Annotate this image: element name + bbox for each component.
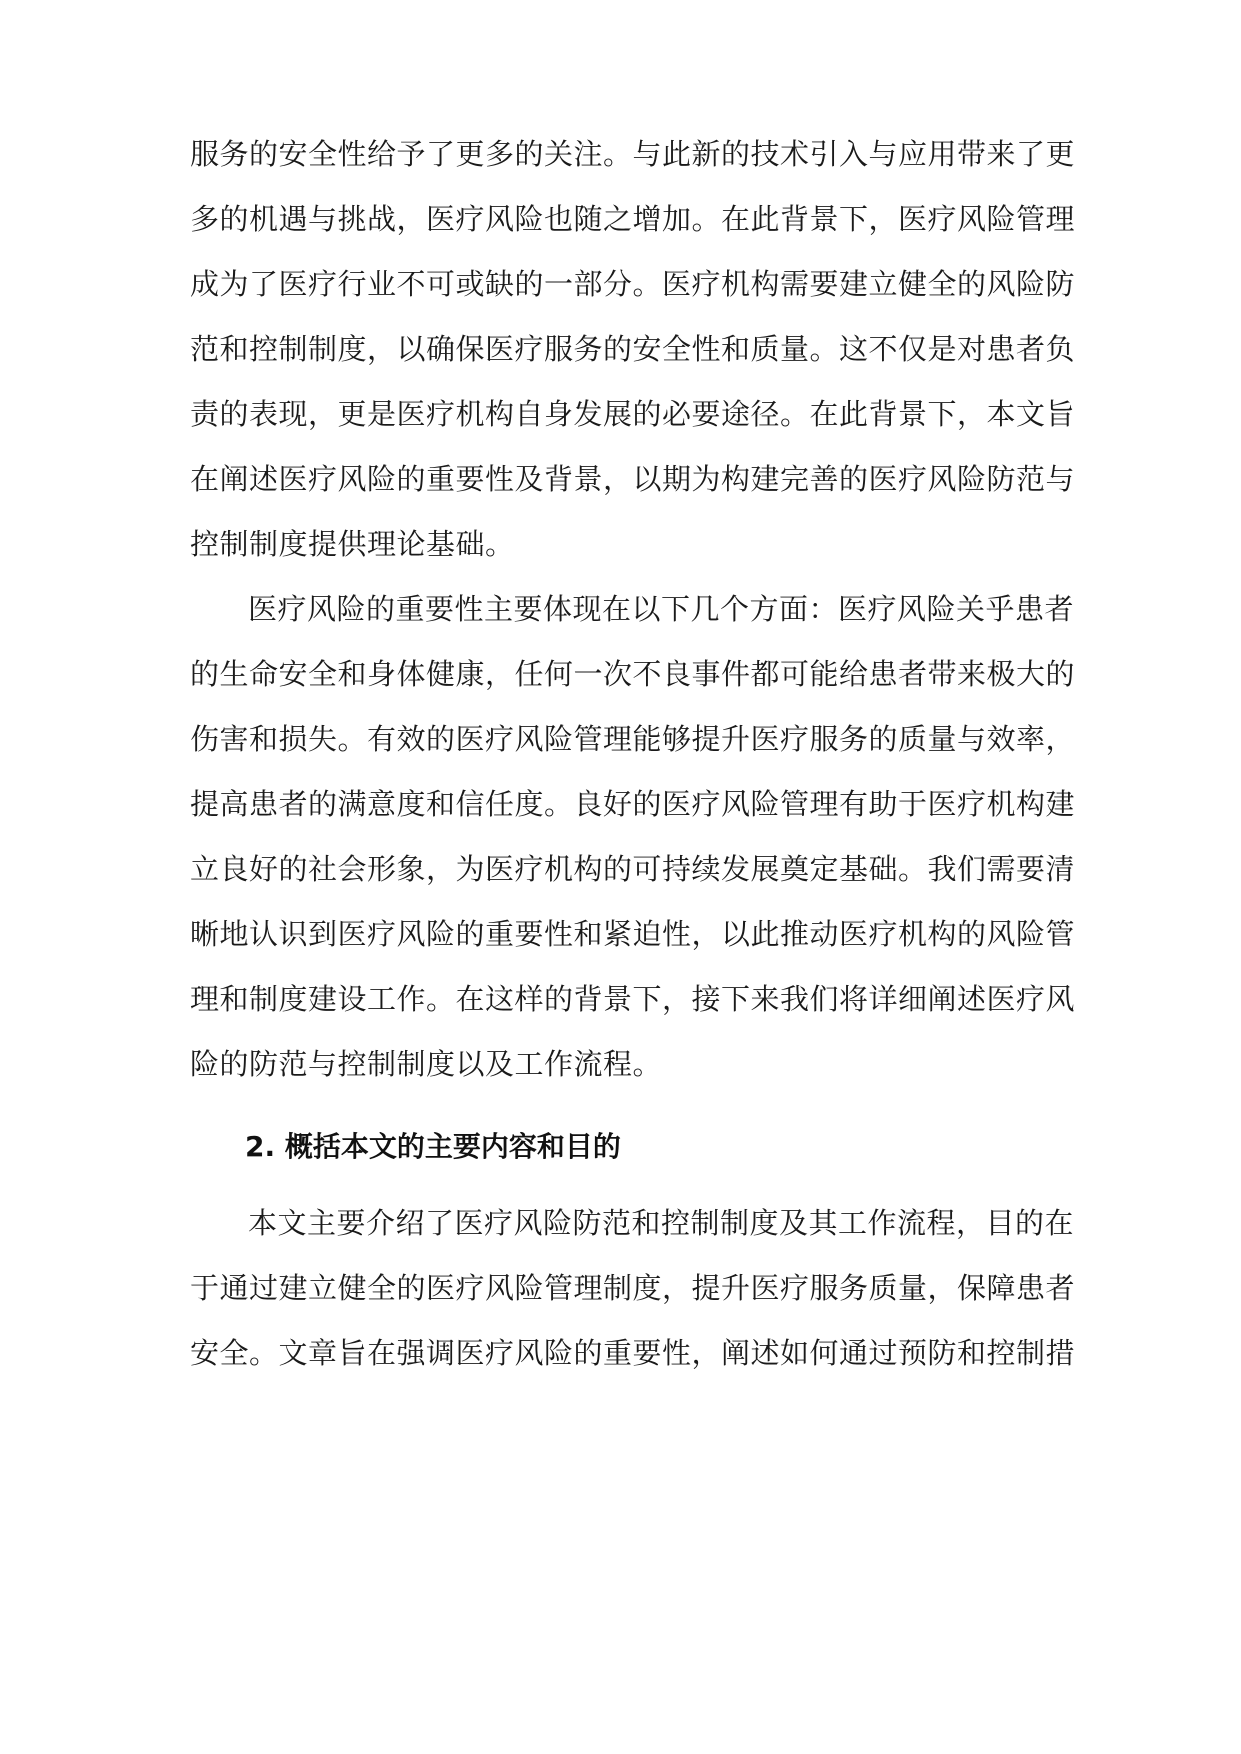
section-heading: 2. 概括本文的主要内容和目的 [245, 1130, 621, 1163]
paragraph-2-line-3: 伤害和损失。有效的医疗风险管理能够提升医疗服务的质量与效率， [190, 722, 1076, 756]
paragraph-1-line-2: 多的机遇与挑战，医疗风险也随之增加。在此背景下，医疗风险管理 [190, 202, 1076, 236]
paragraph-1-line-5: 责的表现，更是医疗机构自身发展的必要途径。在此背景下，本文旨 [190, 397, 1076, 431]
paragraph-3-line-1: 本文主要介绍了医疗风险防范和控制制度及其工作流程，目的在 [248, 1206, 1075, 1240]
paragraph-1-line-3: 成为了医疗行业不可或缺的一部分。医疗机构需要建立健全的风险防 [190, 267, 1076, 301]
paragraph-2-line-8: 险的防范与控制制度以及工作流程。 [190, 1047, 663, 1081]
paragraph-2-line-4: 提高患者的满意度和信任度。良好的医疗风险管理有助于医疗机构建 [190, 787, 1076, 821]
paragraph-1-line-6: 在阐述医疗风险的重要性及背景，以期为构建完善的医疗风险防范与 [190, 462, 1076, 496]
paragraph-3-line-2: 于通过建立健全的医疗风险管理制度，提升医疗服务质量，保障患者 [190, 1271, 1076, 1305]
paragraph-2-line-7: 理和制度建设工作。在这样的背景下，接下来我们将详细阐述医疗风 [190, 982, 1076, 1016]
paragraph-2-line-1: 医疗风险的重要性主要体现在以下几个方面：医疗风险关乎患者 [248, 592, 1075, 626]
paragraph-2-line-5: 立良好的社会形象，为医疗机构的可持续发展奠定基础。我们需要清 [190, 852, 1076, 886]
paragraph-2-line-6: 晰地认识到医疗风险的重要性和紧迫性，以此推动医疗机构的风险管 [190, 917, 1076, 951]
paragraph-1-line-7: 控制制度提供理论基础。 [190, 527, 515, 561]
paragraph-3-line-3: 安全。文章旨在强调医疗风险的重要性，阐述如何通过预防和控制措 [190, 1336, 1076, 1370]
paragraph-2-line-2: 的生命安全和身体健康，任何一次不良事件都可能给患者带来极大的 [190, 657, 1076, 691]
paragraph-1-line-4: 范和控制制度，以确保医疗服务的安全性和质量。这不仅是对患者负 [190, 332, 1076, 366]
paragraph-1-line-1: 服务的安全性给予了更多的关注。与此新的技术引入与应用带来了更 [190, 137, 1076, 171]
